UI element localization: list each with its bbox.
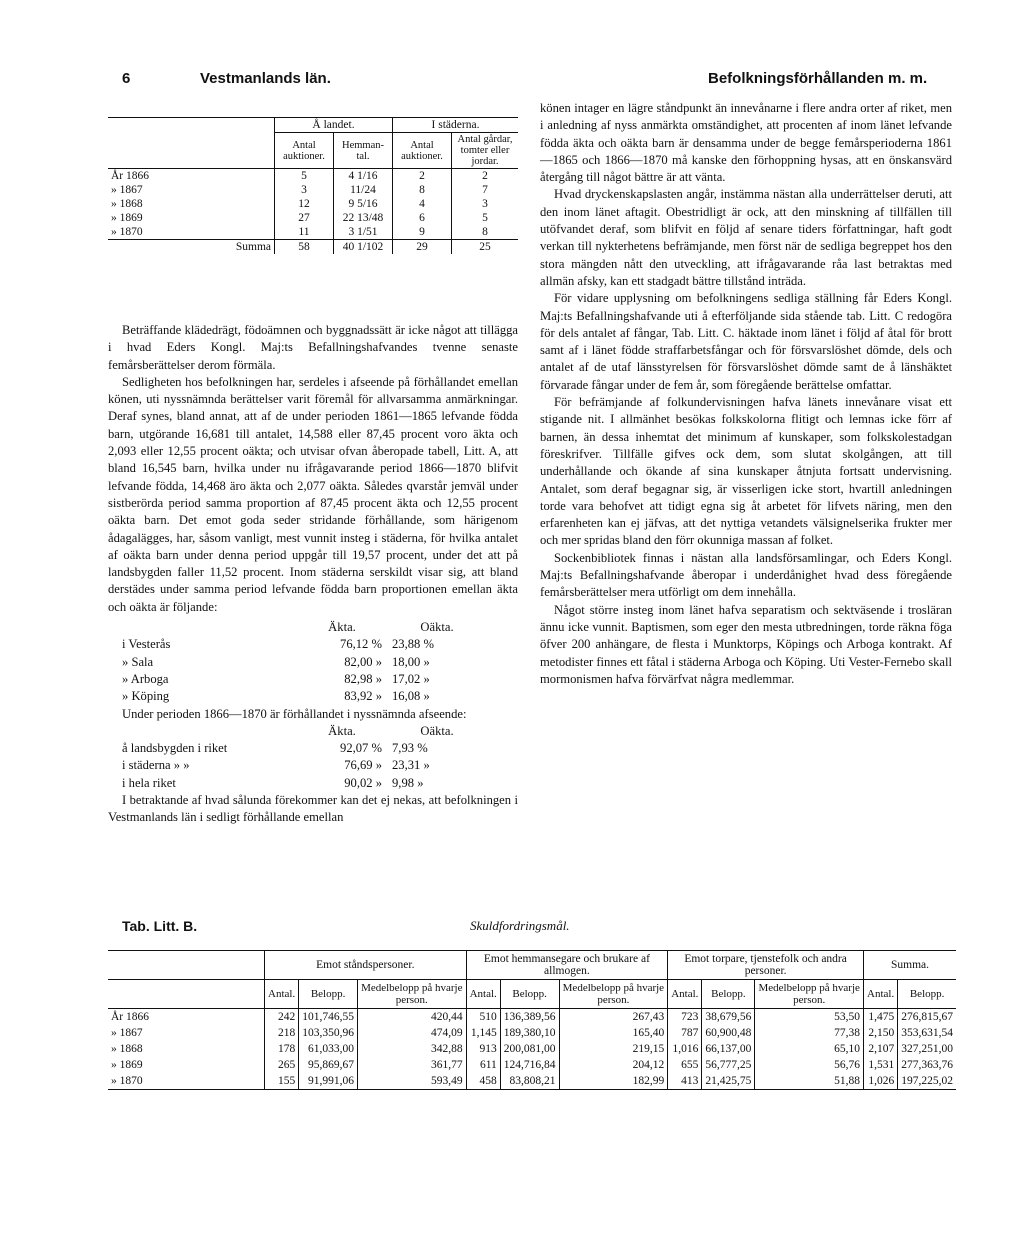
cell-value: 66,137,00 bbox=[702, 1041, 755, 1057]
cell-a: 5 bbox=[275, 169, 334, 184]
cell-a: 27 bbox=[275, 211, 334, 225]
cell-value: 189,380,10 bbox=[500, 1025, 559, 1041]
cell-value: 83,808,21 bbox=[500, 1073, 559, 1090]
group-staderna: I städerna. bbox=[393, 118, 519, 133]
ratio-akta: 92,07 % bbox=[340, 741, 382, 756]
col-hemmantal: Hemman-tal. bbox=[334, 133, 393, 169]
cell-value: 593,49 bbox=[357, 1073, 466, 1090]
cell-label: » 1868 bbox=[111, 198, 143, 210]
cell-value: 913 bbox=[466, 1041, 500, 1057]
cell-label: » 1870 bbox=[111, 226, 143, 238]
cell-value: 21,425,75 bbox=[702, 1073, 755, 1090]
ratio-akta: 90,02 » bbox=[344, 775, 382, 790]
cell-h: 9 5/16 bbox=[334, 197, 393, 211]
cell-value: 95,869,67 bbox=[299, 1057, 358, 1073]
cell-value: 655 bbox=[668, 1057, 702, 1073]
ratio-oakta: 18,00 » bbox=[392, 654, 430, 669]
cell-g: 7 bbox=[452, 183, 519, 197]
paragraph-klader: Beträffande klädedrägt, födoämnen och byggnadssätt är icke något att tillägga i hvad Eders Kongl. Maj:ts Befallningshafvandes tvenne senaste femårsberättelser derom förmäla. bbox=[108, 323, 518, 372]
table-row bbox=[108, 169, 518, 184]
ratio-akta: 82,98 » bbox=[344, 671, 382, 686]
ratio-akta: 76,69 » bbox=[344, 758, 382, 773]
table-row bbox=[108, 225, 518, 240]
right-title: Befolkningsförhållanden m. m. bbox=[708, 70, 928, 87]
cell-value: 787 bbox=[668, 1025, 702, 1041]
cell-value: 242 bbox=[265, 1009, 299, 1026]
cell-g: 8 bbox=[452, 225, 519, 240]
summa-g: 25 bbox=[452, 240, 519, 255]
ratio-label: i hela riket bbox=[122, 775, 176, 790]
cell-s: 2 bbox=[393, 169, 452, 184]
cell-value: 413 bbox=[668, 1073, 702, 1090]
cell-value: 204,12 bbox=[559, 1057, 668, 1073]
cell-value: 219,15 bbox=[559, 1041, 668, 1057]
cell-value: 136,389,56 bbox=[500, 1009, 559, 1026]
ratio-oakta: 9,98 » bbox=[392, 775, 424, 790]
paragraph-konen: könen intager en lägre ståndpunkt än innevånarne i flere andra orter af riket, men i anledning af nyss anmärkta omständighet, att procenten af inom länet lefvande födda äkta och oäkta barn är densamma under de begge femårsperioderna 1861—1865 och 1866—1870 må kanske den förhoppning hysas, att en önskansvärd återgång till något bättre är att vänta. bbox=[540, 101, 952, 185]
col-gardar: Antal gårdar, tomter eller jordar. bbox=[452, 133, 519, 169]
table-row bbox=[108, 1009, 956, 1026]
cell-value: 267,43 bbox=[559, 1009, 668, 1026]
cell-h: 3 1/51 bbox=[334, 225, 393, 240]
ratio-akta: 76,12 % bbox=[340, 637, 382, 652]
paragraph-sedligheten: Sedligheten hos befolkningen har, serdeles i afseende på förhållandet emellan könen, uti nyssnämnda berättelser varit föremål för allvarsamma anmärkningar. Deraf synes, bland annat, att af de under perioden 1861—1865 lefvande födda barn, utgörande 16,681 till antalet, 14,588 eller 87,45 procent voro äkta och 2,093 eller 12,55 procent oäkta; och utvisar ofvan åberopade tabell, Litt. A, att bland 16,545 barn, hvilka under nu ifrågavarande period 1866—1870 blifvit lefvande födda, 14,468 äro äkta och 2,077 oäkta. Således qvarstår jemväl under sistberörda period samma proportion af 87,45 procent äkta och 12,55 procent oäkta barn. Det emot goda seder stridande förhållande, som härigenom ådagalägges, har, såsom vanligt, mest vunnit insteg i städerna, för hvilka antalet af oäkta barn under denna period uppgår till 19,57 procent, under det att på landsbygden faller 11,52 procent. Inom städerna serskildt visar sig, att bland derstädes under samma period lefvande födda barn proportionen emellan äkta och oäkta är följande: bbox=[108, 374, 518, 614]
table-row bbox=[108, 1025, 956, 1041]
ratio-head-oakta: Oäkta. bbox=[420, 620, 454, 635]
ratio2-head-akta: Äkta. bbox=[328, 723, 356, 738]
cell-value: 420,44 bbox=[357, 1009, 466, 1026]
cell-h: 11/24 bbox=[334, 183, 393, 197]
paragraph-folkundervisning: För befrämjande af folkundervisningen hafva länets innevånare visat ett stigande nit. I allmänhet besökas folkskolorna flitigt och lemnas icke förr af barnen, än dessa inhemtat det minimum af kunskaper, som folkskolestadgan föreskrifver. Tillfälle gifves ock dem, som slutat skolgången, att till underhållande och ökande af sina kunskaper åtnjuta fortsatt undervisning. Antalet, som deraf begagnar sig, är visserligen icke stort, hvartill anledningen torde vara behofvet att tidigt egna sig åt arbetet för lifvets näring, men den erfarenheten kan ej jäfvas, att det nyttiga vetandets välsignelserika frukter mer och mer spridas bland den förr okunniga massan af folket. bbox=[540, 395, 952, 548]
debt-table bbox=[108, 950, 956, 1090]
row-label: » 1868 bbox=[111, 1043, 143, 1055]
cell-value: 218 bbox=[265, 1025, 299, 1041]
cell-value: 77,38 bbox=[755, 1025, 864, 1041]
group-allmogen: Emot hemmansegare och brukare af allmogen. bbox=[466, 951, 668, 980]
cell-value: 723 bbox=[668, 1009, 702, 1026]
cell-value: 155 bbox=[265, 1073, 299, 1090]
cell-value: 276,815,67 bbox=[898, 1009, 956, 1026]
table-row bbox=[108, 183, 518, 197]
cell-value: 2,107 bbox=[864, 1041, 898, 1057]
table-row bbox=[108, 211, 518, 225]
cell-value: 510 bbox=[466, 1009, 500, 1026]
paragraph-upplysning: För vidare upplysning om befolkningens sedliga ställning får Eders Kongl. Maj:ts Befallningshafvande uti å efterföljande sida stående tab. Litt. C redogöra för dels antalet af fångar, Tab. Litt. C. häktade inom länet i följd af åtal för brott samt af i länet födde straffarbetsfångar och för försvarslöshet dömde, dels och antalet af de utaf länsstyrelsen för försvarslöshet dömde samt de å länshäktet förvarade fångar under de fem år, som föregående berättelse omfattar. bbox=[540, 291, 952, 392]
cell-value: 38,679,56 bbox=[702, 1009, 755, 1026]
cell-s: 9 bbox=[393, 225, 452, 240]
col-medel: Medelbelopp på hvarje person. bbox=[357, 980, 466, 1009]
paragraph-separatism: Något större insteg inom länet hafva separatism och sektväsende i trosläran ännu icke vunnit. Baptismen, som eger den mesta utbredningen, torde räkna föga öfver 200 anhängare, de flesta i Munktorps, Köpings och Arboga kontrakt. Af metodister finnes ett fåtal i städerna Arboga och Köping. Uti Vester-Fernebo skall mormonismen hafva förvärfvat några medlemmar. bbox=[540, 602, 952, 686]
cell-value: 101,746,55 bbox=[299, 1009, 358, 1026]
group-standspersoner: Emot ståndspersoner. bbox=[265, 951, 467, 980]
col-belopp: Belopp. bbox=[898, 980, 956, 1009]
page-number: 6 bbox=[122, 70, 131, 87]
col-belopp: Belopp. bbox=[299, 980, 358, 1009]
cell-h: 22 13/48 bbox=[334, 211, 393, 225]
auction-table bbox=[108, 117, 518, 254]
ratio-label: » Sala bbox=[122, 654, 154, 669]
cell-a: 12 bbox=[275, 197, 334, 211]
table-row bbox=[108, 1073, 956, 1090]
cell-s: 6 bbox=[393, 211, 452, 225]
table-row bbox=[108, 1057, 956, 1073]
cell-s: 8 bbox=[393, 183, 452, 197]
ratio-label: » Köping bbox=[122, 689, 170, 704]
ratio-oakta: 23,31 » bbox=[392, 758, 430, 773]
table-row bbox=[108, 1041, 956, 1057]
ratio-akta: 82,00 » bbox=[344, 654, 382, 669]
ratio2-head-oakta: Oäkta. bbox=[420, 723, 454, 738]
right-column bbox=[540, 100, 952, 688]
cell-value: 327,251,00 bbox=[898, 1041, 956, 1057]
paragraph-perioden: Under perioden 1866—1870 är förhållandet i nyssnämnda afseende: bbox=[122, 706, 467, 721]
ratio-label: i städerna » » bbox=[122, 758, 190, 773]
ratio-towns bbox=[122, 619, 518, 636]
col-antal-2: Antal auktioner. bbox=[393, 133, 452, 169]
row-label: » 1867 bbox=[111, 1027, 143, 1039]
summa-a: 58 bbox=[275, 240, 334, 255]
ratio-towns-rows bbox=[122, 636, 518, 705]
col-belopp: Belopp. bbox=[702, 980, 755, 1009]
cell-value: 91,991,06 bbox=[299, 1073, 358, 1090]
col-antal: Antal auktioner. bbox=[275, 133, 334, 169]
cell-value: 51,88 bbox=[755, 1073, 864, 1090]
table-b-label: Tab. Litt. B. bbox=[122, 918, 198, 934]
cell-value: 61,033,00 bbox=[299, 1041, 358, 1057]
cell-value: 2,150 bbox=[864, 1025, 898, 1041]
col-antal: Antal. bbox=[864, 980, 898, 1009]
cell-value: 65,10 bbox=[755, 1041, 864, 1057]
cell-value: 458 bbox=[466, 1073, 500, 1090]
summa-h: 40 1/102 bbox=[334, 240, 393, 255]
cell-value: 200,081,00 bbox=[500, 1041, 559, 1057]
cell-value: 53,50 bbox=[755, 1009, 864, 1026]
cell-g: 5 bbox=[452, 211, 519, 225]
cell-g: 3 bbox=[452, 197, 519, 211]
cell-g: 2 bbox=[452, 169, 519, 184]
cell-value: 1,475 bbox=[864, 1009, 898, 1026]
ratio-head-akta: Äkta. bbox=[328, 620, 356, 635]
col-medel: Medelbelopp på hvarje person. bbox=[755, 980, 864, 1009]
left-title: Vestmanlands län. bbox=[200, 70, 331, 87]
ratio-oakta: 23,88 % bbox=[392, 637, 434, 652]
col-antal: Antal. bbox=[466, 980, 500, 1009]
row-label: » 1870 bbox=[111, 1075, 143, 1087]
left-column bbox=[108, 322, 518, 827]
cell-value: 474,09 bbox=[357, 1025, 466, 1041]
cell-value: 277,363,76 bbox=[898, 1057, 956, 1073]
ratio-oakta: 16,08 » bbox=[392, 689, 430, 704]
cell-value: 56,76 bbox=[755, 1057, 864, 1073]
col-antal: Antal. bbox=[265, 980, 299, 1009]
col-antal: Antal. bbox=[668, 980, 702, 1009]
ratio-label: » Arboga bbox=[122, 671, 169, 686]
paragraph-dryckenskap: Hvad dryckenskapslasten angår, instämma nästan alla underrättelser deruti, att den inom länet aftagit. Obestridligt är ock, att den minskning af tillfällen till utöfvandet deraf, som blifvit en följd af senare tiders författningar, haft godt verkan till nykterhetens befrämjande, men först när de sedliga begreppet hos den stora mängden nått den utveckling, att ifrågavarande råa last betraktas med allmän afsky, kan ett stadgadt bättre tillstånd inträda. bbox=[540, 187, 952, 288]
cell-value: 1,016 bbox=[668, 1041, 702, 1057]
cell-label: » 1869 bbox=[111, 212, 143, 224]
paragraph-sockenbibliotek: Sockenbibliotek finnas i nästan alla landsförsamlingar, och Eders Kongl. Maj:ts Befallningshafvande åberopar i underdånighet hvad dess föregående femårsberättelser mera utförligt om dem innehålla. bbox=[540, 550, 952, 600]
cell-value: 124,716,84 bbox=[500, 1057, 559, 1073]
paragraph-betraktande: I betraktande af hvad sålunda förekommer kan det ej nekas, att befolkningen i Vestmanlands län i sedligt förhållande emellan bbox=[108, 793, 518, 825]
cell-value: 197,225,02 bbox=[898, 1073, 956, 1090]
summa-s: 29 bbox=[393, 240, 452, 255]
ratio-oakta: 7,93 % bbox=[392, 741, 428, 756]
row-label: År 1866 bbox=[111, 1011, 150, 1023]
cell-value: 1,145 bbox=[466, 1025, 500, 1041]
cell-value: 1,026 bbox=[864, 1073, 898, 1090]
cell-label: » 1867 bbox=[111, 184, 143, 196]
group-torpare: Emot torpare, tjenstefolk och andra personer. bbox=[668, 951, 864, 980]
ratio-rural-rows bbox=[122, 740, 518, 792]
ratio-label: i Vesterås bbox=[122, 637, 171, 652]
row-label: » 1869 bbox=[111, 1059, 143, 1071]
table-row bbox=[108, 197, 518, 211]
ratio-label: å landsbygden i riket bbox=[122, 741, 228, 756]
group-summa: Summa. bbox=[864, 951, 956, 980]
cell-a: 3 bbox=[275, 183, 334, 197]
table-b-title: Skuldfordringsmål. bbox=[470, 918, 570, 933]
cell-s: 4 bbox=[393, 197, 452, 211]
ratio-rural-head bbox=[122, 723, 518, 740]
cell-value: 342,88 bbox=[357, 1041, 466, 1057]
col-belopp: Belopp. bbox=[500, 980, 559, 1009]
cell-value: 1,531 bbox=[864, 1057, 898, 1073]
cell-h: 4 1/16 bbox=[334, 169, 393, 184]
cell-value: 103,350,96 bbox=[299, 1025, 358, 1041]
cell-value: 165,40 bbox=[559, 1025, 668, 1041]
ratio-akta: 83,92 » bbox=[344, 689, 382, 704]
cell-value: 265 bbox=[265, 1057, 299, 1073]
cell-value: 178 bbox=[265, 1041, 299, 1057]
cell-a: 11 bbox=[275, 225, 334, 240]
cell-value: 56,777,25 bbox=[702, 1057, 755, 1073]
cell-value: 611 bbox=[466, 1057, 500, 1073]
cell-label: År 1866 bbox=[111, 170, 150, 182]
ratio-oakta: 17,02 » bbox=[392, 671, 430, 686]
group-landet: Å landet. bbox=[275, 118, 393, 133]
cell-value: 60,900,48 bbox=[702, 1025, 755, 1041]
col-medel: Medelbelopp på hvarje person. bbox=[559, 980, 668, 1009]
cell-value: 353,631,54 bbox=[898, 1025, 956, 1041]
cell-value: 361,77 bbox=[357, 1057, 466, 1073]
cell-value: 182,99 bbox=[559, 1073, 668, 1090]
summa-label: Summa bbox=[235, 241, 271, 253]
